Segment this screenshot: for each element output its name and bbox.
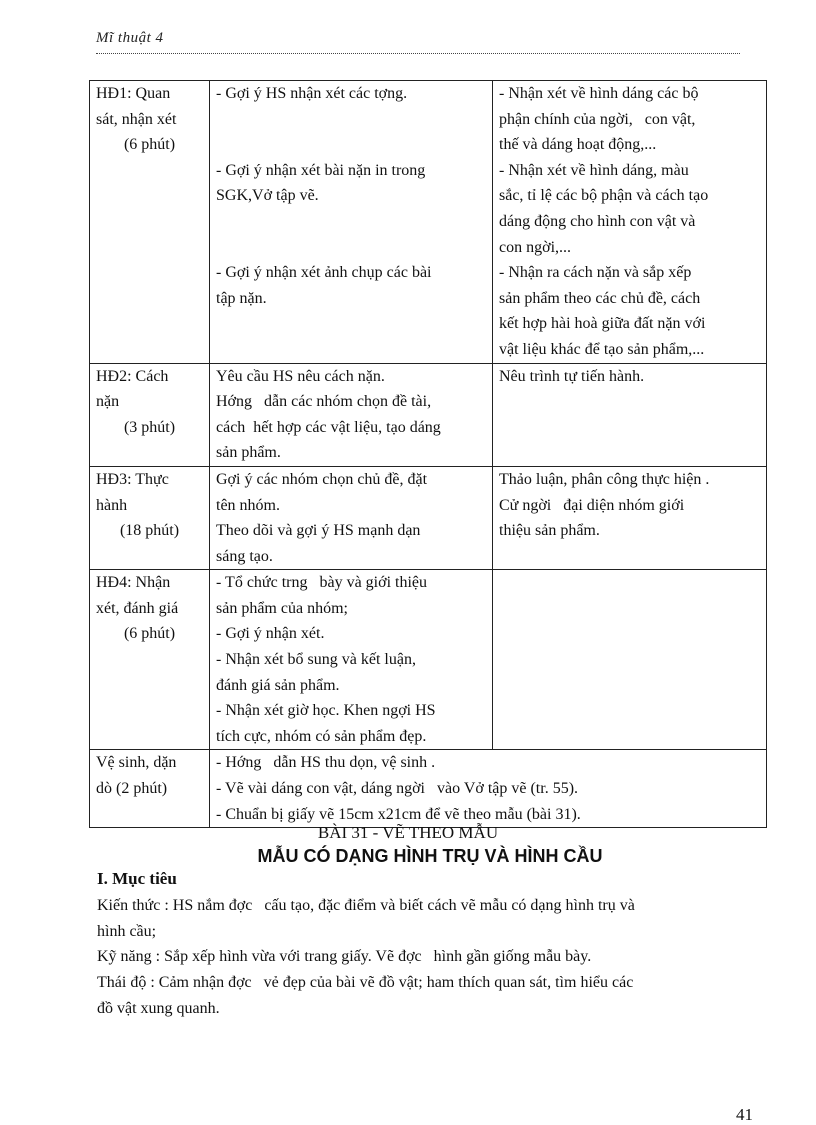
objective-attitude xyxy=(97,970,757,1021)
lesson-title: MẪU CÓ DẠNG HÌNH TRỤ VÀ HÌNH CẦU xyxy=(257,846,603,866)
activity-text: HĐ2: Cách xyxy=(96,367,169,385)
teacher-text: Yêu cầu HS nêu cách nặn. xyxy=(216,367,385,385)
student-cell xyxy=(493,81,767,364)
activity-duration: (6 phút) xyxy=(123,136,176,154)
activity-text: HĐ1: Quan xyxy=(96,85,171,102)
teacher-cell xyxy=(210,363,493,466)
merged-text: - Hớng dẫn HS thu dọn, vệ sinh . xyxy=(216,754,436,772)
student-text: - Nhận xét về hình dáng, màu xyxy=(499,161,689,179)
activity-duration: (6 phút) xyxy=(123,625,176,643)
activity-text: Vệ sinh, dặn xyxy=(96,754,177,772)
teacher-text: - Nhận xét bổ sung và kết luận, xyxy=(216,651,416,669)
lesson-number: BÀI 31 - VẼ THEO MẪU xyxy=(317,823,499,842)
activity-duration: (18 phút) xyxy=(119,522,180,540)
teacher-text: cách hết hợp các vật liệu, tạo dáng xyxy=(216,418,441,436)
student-text: thiệu sản phẩm. xyxy=(499,522,600,540)
activity-text: HĐ4: Nhận xyxy=(96,574,171,592)
lesson-plan-table xyxy=(89,80,767,828)
teacher-text: - Nhận xét giờ học. Khen ngợi HS xyxy=(216,702,436,720)
student-text: Nêu trình tự tiến hành. xyxy=(499,367,645,385)
activity-text: sát, nhận xét xyxy=(96,110,177,128)
merged-text: - Vẽ vài dáng con vật, dáng ngời vào Vở tập vẽ (tr. 55). xyxy=(216,780,579,798)
teacher-text: tập nặn. xyxy=(216,289,267,307)
student-text: thế và dáng hoạt động,... xyxy=(499,136,657,154)
page-header: Mĩ thuật 4 xyxy=(96,30,164,46)
teacher-cell xyxy=(210,466,493,569)
teacher-text: - Gợi ý nhận xét bài nặn in trong xyxy=(216,161,426,179)
objective-knowledge xyxy=(97,893,757,944)
teacher-cell xyxy=(210,81,493,364)
student-cell xyxy=(493,570,767,750)
teacher-text: Gợi ý các nhóm chọn chủ đề, đặt xyxy=(216,470,428,488)
objective-line: Thái độ : Cảm nhận đợc vẻ đẹp của bài vẽ đồ vật; ham thích quan sát, tìm hiểu các xyxy=(97,974,634,991)
activity-duration: (3 phút) xyxy=(123,418,176,436)
teacher-text: - Tổ chức trng bày và giới thiệu xyxy=(216,574,428,592)
activity-text: HĐ3: Thực xyxy=(96,470,169,488)
activity-cell xyxy=(90,466,210,569)
teacher-text: - Gợi ý nhận xét. xyxy=(216,625,325,643)
student-text: Cử ngời đại diện nhóm giới xyxy=(499,496,685,514)
header-divider xyxy=(96,53,740,54)
section-heading: I. Mục tiêu xyxy=(97,869,177,888)
student-text: - Nhận ra cách nặn và sắp xếp xyxy=(499,264,692,282)
teacher-text: - Gợi ý nhận xét ảnh chụp các bài xyxy=(216,264,432,282)
student-cell xyxy=(493,466,767,569)
activity-text: xét, đánh giá xyxy=(96,599,179,617)
student-text: sản phẩm theo các chủ đề, cách xyxy=(499,289,701,307)
student-text: phận chính của ngời, con vật, xyxy=(499,110,696,128)
table-row xyxy=(90,363,767,466)
activity-cell xyxy=(90,363,210,466)
student-text: dáng động cho hình con vật và xyxy=(499,212,696,230)
student-text: Thảo luận, phân công thực hiện . xyxy=(499,470,710,488)
objective-line: đồ vật xung quanh. xyxy=(97,999,220,1017)
teacher-text: sản phẩm của nhóm; xyxy=(216,599,348,617)
teacher-text: sáng tạo. xyxy=(216,547,273,565)
merged-text: - Chuẩn bị giấy vẽ 15cm x21cm để vẽ theo mẫu (bài 31). xyxy=(216,805,581,823)
student-text: vật liệu khác để tạo sản phẩm,... xyxy=(499,340,705,358)
teacher-cell xyxy=(210,570,493,750)
objective-line: Kỹ năng : Sắp xếp hình vừa với trang giấy. Vẽ đợc hình gần giống mẫu bày. xyxy=(97,948,592,965)
table-row xyxy=(90,466,767,569)
teacher-text: sản phẩm. xyxy=(216,444,281,462)
activity-cell xyxy=(90,750,210,828)
teacher-text: Theo dõi và gợi ý HS mạnh dạn xyxy=(216,522,421,540)
table-row xyxy=(90,570,767,750)
student-text: kết hợp hài hoà giữa đất nặn với xyxy=(499,315,706,333)
merged-cell xyxy=(210,750,767,828)
page-number: 41 xyxy=(736,1105,753,1124)
teacher-text: Hớng dẫn các nhóm chọn đề tài, xyxy=(216,393,432,411)
teacher-text: đánh giá sản phẩm. xyxy=(216,676,340,694)
student-text: con ngời,... xyxy=(499,238,572,256)
student-cell xyxy=(493,363,767,466)
teacher-text: tên nhóm. xyxy=(216,496,280,514)
objective-line: Kiến thức : HS nắm đợc cấu tạo, đặc điểm và biết cách vẽ mẫu có dạng hình trụ và xyxy=(97,897,635,914)
activity-cell xyxy=(90,81,210,364)
teacher-text: SGK,Vở tập vẽ. xyxy=(216,187,319,205)
table-row xyxy=(90,750,767,828)
activity-text: nặn xyxy=(96,393,120,411)
teacher-text: - Gợi ý HS nhận xét các tợng. xyxy=(216,85,408,102)
teacher-text: tích cực, nhóm có sản phẩm đẹp. xyxy=(216,727,427,745)
activity-cell xyxy=(90,570,210,750)
student-text: - Nhận xét về hình dáng các bộ xyxy=(499,85,699,102)
activity-text: hành xyxy=(96,496,128,514)
student-text: sắc, tỉ lệ các bộ phận và cách tạo xyxy=(499,187,709,205)
activity-text: dò (2 phút) xyxy=(96,780,168,798)
objective-line: hình cầu; xyxy=(97,922,157,940)
table-row xyxy=(90,81,767,364)
objective-skill xyxy=(97,944,757,970)
